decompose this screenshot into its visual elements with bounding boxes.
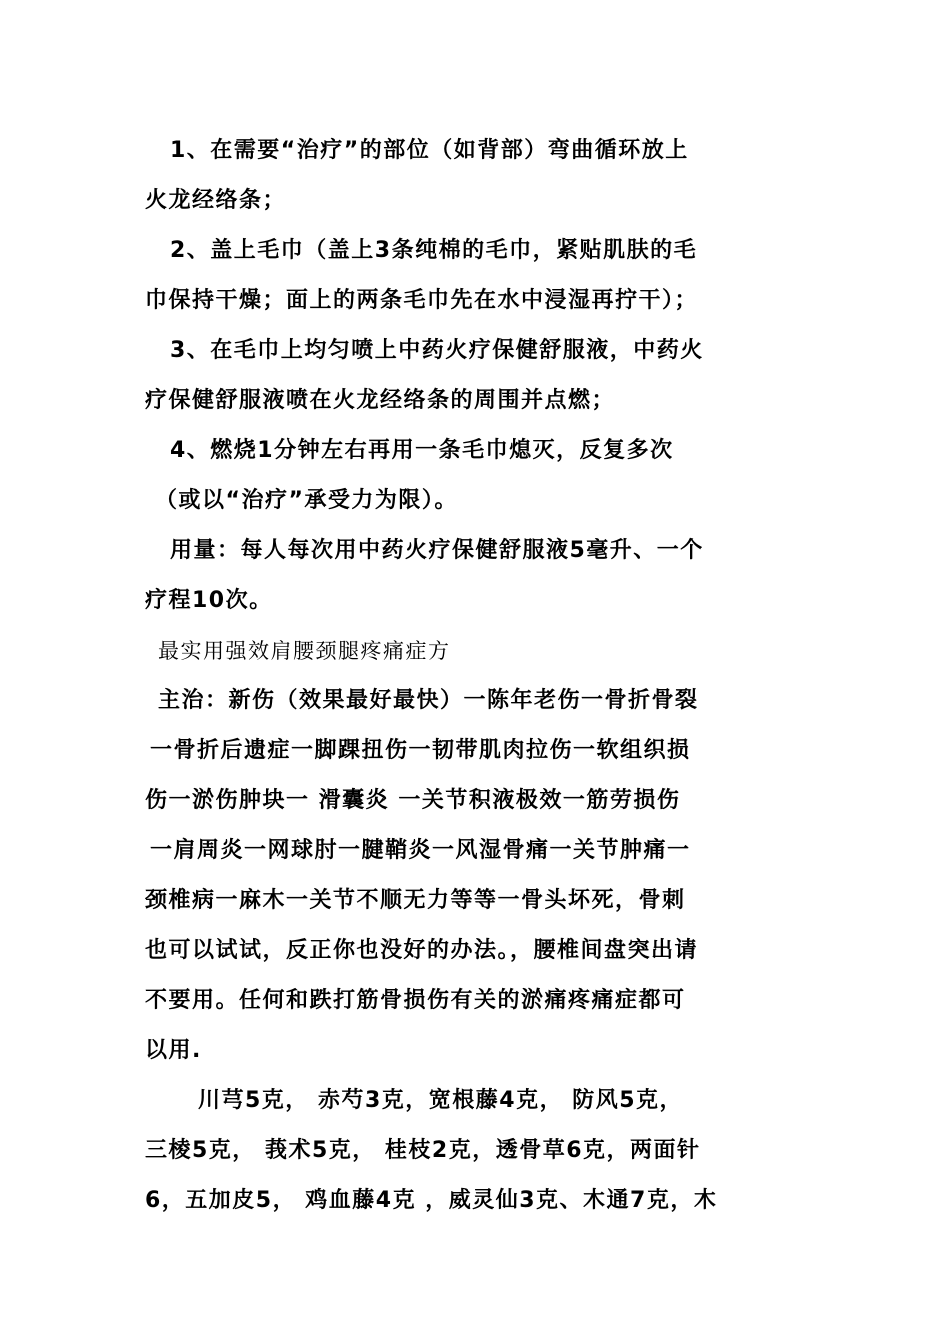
text-line-step-4: 4、燃烧1分钟左右再用一条毛巾熄灭，反复多次 <box>170 438 674 463</box>
text-line-indications-7: 不要用。任何和跌打筋骨损伤有关的淤痛疼痛症都可 <box>145 988 686 1013</box>
text-line-step-1-cont: 火龙经络条； <box>145 188 287 213</box>
text-line-indications-2: 一骨折后遗症一脚踝扭伤一韧带肌肉拉伤一软组织损 <box>150 738 691 763</box>
text-line-ingredients-3: 6，五加皮5， 鸡血藤4克 ，威灵仙3克、木通7克，木 <box>145 1188 718 1213</box>
text-line-indications: 主治：新伤（效果最好最快）一陈年老伤一骨折骨裂 <box>158 688 699 713</box>
text-line-indications-4: 一肩周炎一网球肘一腱鞘炎一风湿骨痛一关节肿痛一 <box>150 838 691 863</box>
text-line-indications-5: 颈椎病一麻木一关节不顺无力等等一骨头坏死，骨刺 <box>145 888 686 913</box>
text-line-indications-6: 也可以试试，反正你也没好的办法。，腰椎间盘突出请 <box>145 938 699 963</box>
text-line-dosage: 用量：每人每次用中药火疗保健舒服液5毫升、一个 <box>170 538 704 563</box>
text-line-step-1: 1、在需要“治疗”的部位（如背部）弯曲循环放上 <box>170 138 689 163</box>
text-line-step-2: 2、盖上毛巾（盖上3条纯棉的毛巾，紧贴肌肤的毛 <box>170 238 698 263</box>
text-line-step-2-cont: 巾保持干燥；面上的两条毛巾先在水中浸湿再拧干）； <box>145 288 699 313</box>
section-heading: 最实用强效肩腰颈腿疼痛症方 <box>158 639 451 663</box>
text-line-ingredients-2: 三棱5克， 莪术5克， 桂枝2克，透骨草6克，两面针 <box>145 1138 701 1163</box>
text-line-indications-3: 伤一淤伤肿块一 滑囊炎 一关节积液极效一筋劳损伤 <box>145 788 681 813</box>
text-line-step-3-cont: 疗保健舒服液喷在火龙经络条的周围并点燃； <box>145 388 616 413</box>
text-line-indications-8: 以用. <box>145 1038 202 1063</box>
text-line-step-3: 3、在毛巾上均匀喷上中药火疗保健舒服液，中药火 <box>170 338 704 363</box>
text-line-ingredients: 川芎5克， 赤芍3克，宽根藤4克， 防风5克， <box>198 1088 684 1113</box>
text-line-step-4-cont: （或以“治疗”承受力为限）。 <box>155 488 458 513</box>
text-line-dosage-cont: 疗程10次。 <box>145 588 273 613</box>
